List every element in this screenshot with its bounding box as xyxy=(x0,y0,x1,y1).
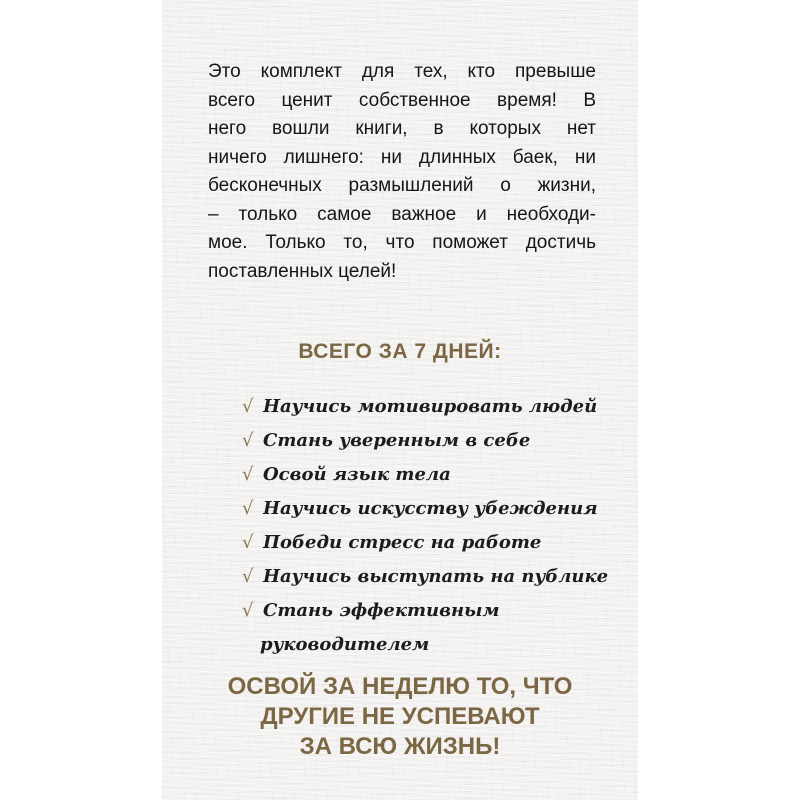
checklist-item-text: Научись искусству убеждения xyxy=(263,498,598,519)
checklist-item xyxy=(242,458,602,492)
checklist-item-text: руководителем xyxy=(260,634,430,655)
checklist-item xyxy=(242,424,602,458)
checklist-item-text: Научись выступать на публике xyxy=(263,566,609,587)
checkmark-icon: √ xyxy=(242,430,254,451)
checklist-item-text: Освой язык тела xyxy=(263,464,451,485)
intro-line: мое. Только то, что поможет достичь xyxy=(208,232,596,253)
closing-slogan xyxy=(162,672,638,762)
intro-line: поставленных целей! xyxy=(208,260,397,282)
intro-paragraph xyxy=(208,58,596,286)
intro-line: всего ценит собственное время! В xyxy=(208,89,596,111)
checklist-item xyxy=(242,560,609,594)
checklist-item-text: Победи стресс на работе xyxy=(263,532,542,553)
checkmark-icon: √ xyxy=(242,498,254,519)
checklist-item xyxy=(242,526,602,560)
intro-line: бесконечных размышлений о жизни, xyxy=(208,175,596,196)
intro-line: Это комплект для тех, кто превыше xyxy=(208,61,596,82)
checkmark-icon: √ xyxy=(242,464,254,485)
checklist-item-text: Научись мотивировать людей xyxy=(263,396,598,417)
checkmark-icon: √ xyxy=(242,566,254,587)
checklist-item xyxy=(242,594,602,628)
book-back-cover xyxy=(162,0,638,800)
checklist-item-continuation xyxy=(242,628,602,662)
closing-line: ЗА ВСЮ ЖИЗНЬ! xyxy=(299,733,501,760)
section-heading: ВСЕГО ЗА 7 ДНЕЙ: xyxy=(298,340,502,363)
closing-line: ДРУГИЕ НЕ УСПЕВАЮТ xyxy=(260,703,540,730)
checkmark-icon: √ xyxy=(242,396,254,417)
intro-line: – только самое важное и необходи- xyxy=(208,203,596,225)
checkmark-icon: √ xyxy=(242,600,254,621)
intro-line: него вошли книги, в которых нет xyxy=(208,118,596,139)
benefits-checklist xyxy=(242,390,609,662)
checklist-item xyxy=(242,492,602,526)
closing-line: ОСВОЙ ЗА НЕДЕЛЮ ТО, ЧТО xyxy=(227,673,573,700)
checkmark-icon: √ xyxy=(242,532,254,553)
checklist-item-text: Стань уверенным в себе xyxy=(263,430,531,451)
checklist-item-text: Стань эффективным xyxy=(263,600,500,621)
intro-line: ничего лишнего: ни длинных баек, ни xyxy=(208,146,596,168)
checklist-item xyxy=(242,390,602,424)
